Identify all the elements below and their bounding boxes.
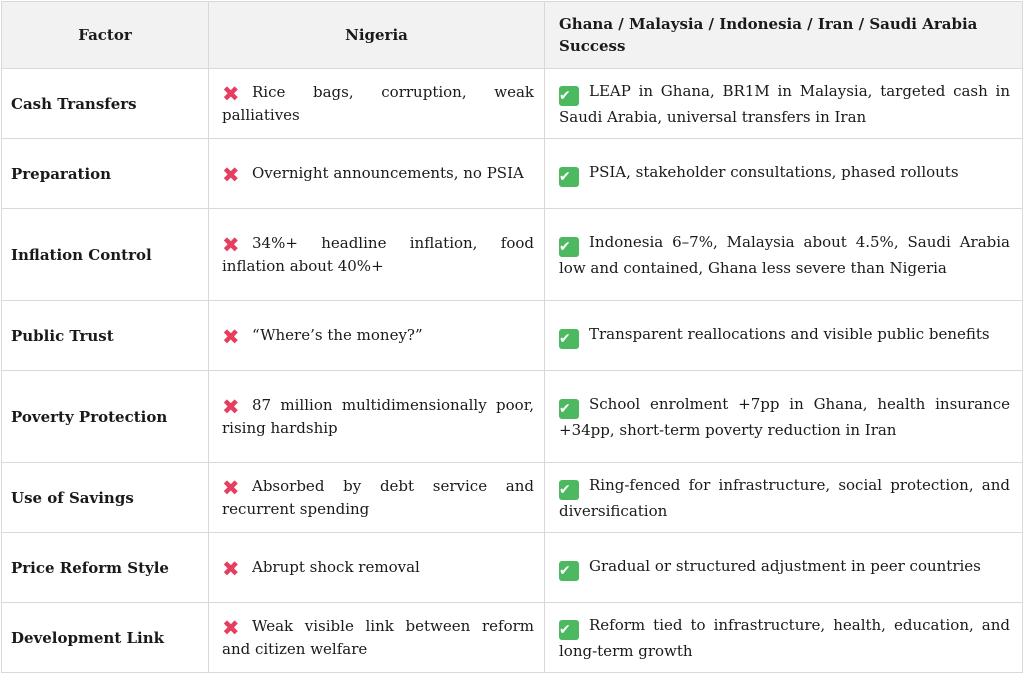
cross-mark-icon: ✖: [222, 163, 240, 187]
cross-mark-icon: ✖: [222, 476, 240, 500]
success-cell: [545, 69, 1023, 139]
table-row: [2, 139, 1023, 209]
table-row: [2, 603, 1023, 673]
success-text: Transparent reallocations and visible public benefits: [589, 324, 990, 343]
nigeria-cell: [209, 139, 545, 209]
nigeria-cell: [209, 371, 545, 463]
check-mark-icon: ✔: [559, 620, 579, 640]
factor-cell: Development Link: [2, 603, 209, 673]
nigeria-text: Absorbed by debt service and recurrent spending: [222, 477, 534, 518]
factor-cell: Price Reform Style: [2, 533, 209, 603]
factor-cell: Use of Savings: [2, 463, 209, 533]
nigeria-text: Weak visible link between reform and citizen welfare: [222, 617, 534, 658]
cross-mark-icon: ✖: [222, 616, 240, 640]
success-cell: [545, 533, 1023, 603]
success-cell: [545, 139, 1023, 209]
factor-cell: Poverty Protection: [2, 371, 209, 463]
check-mark-icon: ✔: [559, 561, 579, 581]
cross-mark-icon: ✖: [222, 233, 240, 257]
success-cell: [545, 209, 1023, 301]
cross-mark-icon: ✖: [222, 395, 240, 419]
table-row: [2, 301, 1023, 371]
table-row: [2, 371, 1023, 463]
success-text: Reform tied to infrastructure, health, education, and long-term growth: [559, 615, 1010, 660]
header-factor: Factor: [2, 2, 209, 69]
table-row: [2, 69, 1023, 139]
check-mark-icon: ✔: [559, 329, 579, 349]
success-text: School enrolment +7pp in Ghana, health insurance +34pp, short-term poverty reduction in Iran: [559, 394, 1010, 439]
nigeria-cell: [209, 301, 545, 371]
nigeria-cell: [209, 69, 545, 139]
check-mark-icon: ✔: [559, 86, 579, 106]
success-cell: [545, 603, 1023, 673]
success-text: Indonesia 6–7%, Malaysia about 4.5%, Saudi Arabia low and contained, Ghana less severe than Nigeria: [559, 232, 1010, 277]
header-nigeria: Nigeria: [209, 2, 545, 69]
nigeria-text: 34%+ headline inflation, food inflation about 40%+: [222, 234, 534, 275]
nigeria-cell: [209, 533, 545, 603]
nigeria-cell: [209, 209, 545, 301]
factor-cell: Preparation: [2, 139, 209, 209]
success-cell: [545, 463, 1023, 533]
cross-mark-icon: ✖: [222, 557, 240, 581]
success-text: Gradual or structured adjustment in peer countries: [589, 556, 981, 575]
nigeria-text: 87 million multidimensionally poor, rising hardship: [222, 396, 534, 437]
nigeria-text: “Where’s the money?”: [252, 326, 423, 344]
cross-mark-icon: ✖: [222, 325, 240, 349]
table-row: [2, 463, 1023, 533]
nigeria-cell: [209, 463, 545, 533]
check-mark-icon: ✔: [559, 399, 579, 419]
success-cell: [545, 371, 1023, 463]
success-text: Ring-fenced for infrastructure, social protection, and diversification: [559, 475, 1010, 520]
check-mark-icon: ✔: [559, 480, 579, 500]
success-text: PSIA, stakeholder consultations, phased rollouts: [589, 162, 959, 181]
success-text: LEAP in Ghana, BR1M in Malaysia, targeted cash in Saudi Arabia, universal transfers in Iran: [559, 81, 1010, 126]
nigeria-text: Rice bags, corruption, weak palliatives: [222, 83, 534, 124]
table-row: [2, 209, 1023, 301]
nigeria-cell: [209, 603, 545, 673]
check-mark-icon: ✔: [559, 167, 579, 187]
factor-cell: Inflation Control: [2, 209, 209, 301]
table-row: [2, 533, 1023, 603]
cross-mark-icon: ✖: [222, 82, 240, 106]
nigeria-text: Overnight announcements, no PSIA: [252, 164, 524, 182]
success-cell: [545, 301, 1023, 371]
comparison-table: [1, 1, 1023, 673]
header-success: Ghana / Malaysia / Indonesia / Iran / Saudi Arabia Success: [545, 2, 1023, 69]
factor-cell: Public Trust: [2, 301, 209, 371]
check-mark-icon: ✔: [559, 237, 579, 257]
header-row: [2, 2, 1023, 69]
factor-cell: Cash Transfers: [2, 69, 209, 139]
nigeria-text: Abrupt shock removal: [252, 558, 420, 576]
